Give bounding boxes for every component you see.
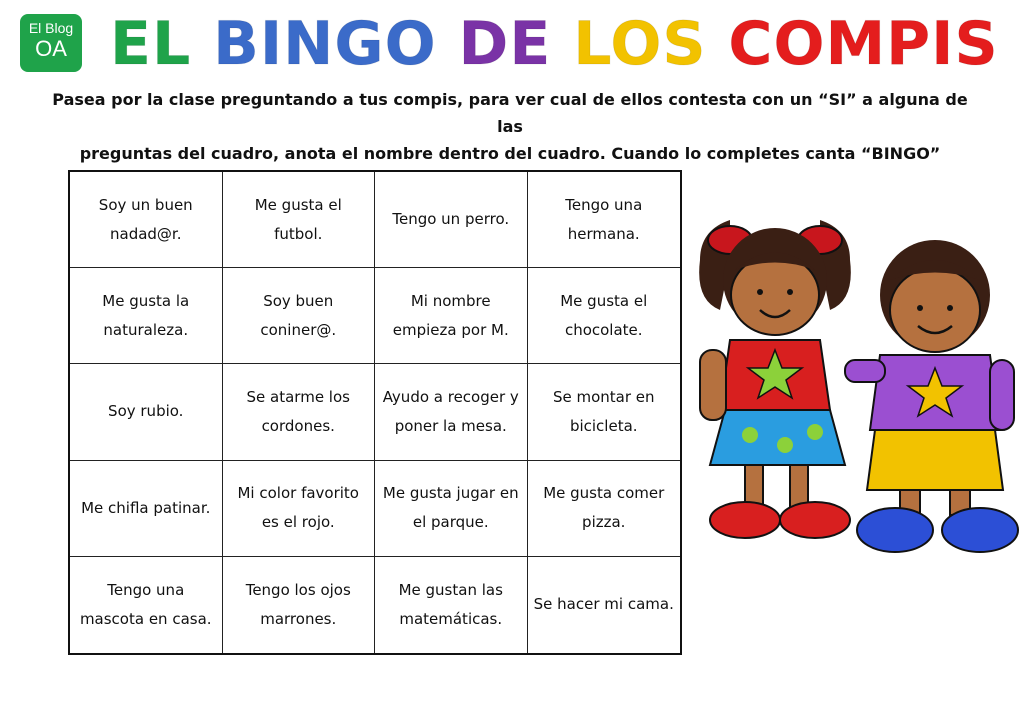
bingo-cell[interactable]: Mi color favorito es el rojo. <box>223 461 376 557</box>
bingo-cell[interactable]: Me gusta comer pizza. <box>528 461 681 557</box>
page-title <box>110 4 1010 84</box>
title-word-bingo: BINGO <box>213 9 437 79</box>
bingo-cell[interactable]: Me gusta jugar en el parque. <box>375 461 528 557</box>
bingo-cell[interactable]: Me gustan las matemáticas. <box>375 557 528 653</box>
bingo-cell[interactable]: Tengo un perro. <box>375 172 528 268</box>
title-word-de: DE <box>458 9 552 79</box>
kids-icon <box>690 200 1020 570</box>
two-kids-illustration <box>690 200 1020 570</box>
boy-figure <box>845 240 1018 552</box>
bingo-cell[interactable]: Tengo los ojos marrones. <box>223 557 376 653</box>
bingo-cell[interactable]: Se montar en bicicleta. <box>528 364 681 460</box>
bingo-cell[interactable]: Soy un buen nadad@r. <box>70 172 223 268</box>
instructions <box>40 86 980 167</box>
bingo-grid <box>68 170 682 655</box>
bingo-cell[interactable]: Me chifla patinar. <box>70 461 223 557</box>
bingo-cell[interactable]: Ayudo a recoger y poner la mesa. <box>375 364 528 460</box>
bingo-cell[interactable]: Tengo una hermana. <box>528 172 681 268</box>
bingo-cell[interactable]: Me gusta el chocolate. <box>528 268 681 364</box>
bingo-cell[interactable]: Tengo una mascota en casa. <box>70 557 223 653</box>
bingo-cell[interactable]: Soy buen coniner@. <box>223 268 376 364</box>
bingo-cell[interactable]: Se hacer mi cama. <box>533 595 674 614</box>
logo-line1: El Blog <box>28 20 74 36</box>
logo-line2: OA <box>35 36 67 61</box>
blog-logo <box>20 14 82 72</box>
title-word-los: LOS <box>573 9 707 79</box>
bingo-cell[interactable]: Me gusta el futbol. <box>223 172 376 268</box>
bingo-cell[interactable]: Me gusta la naturaleza. <box>70 268 223 364</box>
girl-figure <box>699 220 851 538</box>
title-word-el: EL <box>110 9 192 79</box>
instructions-line1: Pasea por la clase preguntando a tus compis, para ver cual de ellos contesta con un “SI” a alguna de las <box>52 90 968 136</box>
instructions-line2: preguntas del cuadro, anota el nombre dentro del cuadro. Cuando lo completes canta “BINGO” <box>79 144 941 163</box>
bingo-cell[interactable]: Soy rubio. <box>70 364 223 460</box>
bingo-cell[interactable]: Se atarme los cordones. <box>223 364 376 460</box>
bingo-cell[interactable]: Mi nombre empieza por M. <box>375 268 528 364</box>
title-word-compis: COMPIS <box>728 9 999 79</box>
